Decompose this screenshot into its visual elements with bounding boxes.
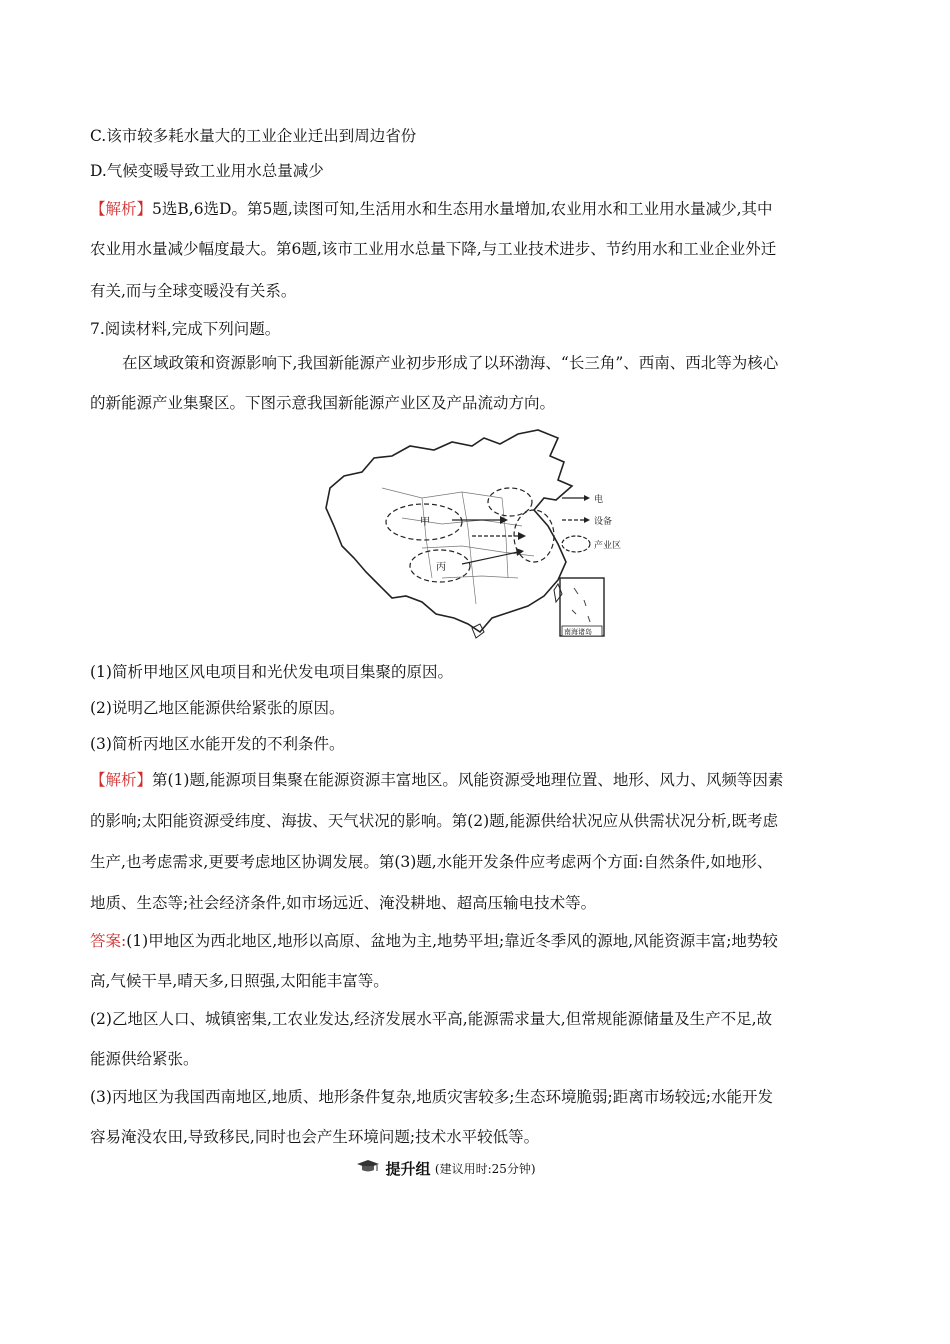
map-figure [322, 428, 632, 640]
province-boundaries [382, 488, 534, 604]
material-line-1: 在区域政策和资源影响下,我国新能源产业初步形成了以环渤海、“长三角”、西南、西北等为核心 [122, 354, 779, 372]
answer-tag: 答案: [90, 932, 127, 950]
analysis-1-text: 5选B,6选D。第5题,读图可知,生活用水和生态用水量增加,农业用水和工业用水量减少,其中 [152, 200, 773, 218]
legend-equipment-label: 设备 [594, 517, 613, 527]
analysis-2-line-1 [90, 769, 870, 791]
analysis-2-line-4: 地质、生态等;社会经济条件,如市场远近、淹没耕地、超高压输电技术等。 [90, 894, 597, 912]
china-energy-map [322, 428, 632, 640]
legend-equipment-arrow [584, 517, 590, 523]
label-jia: 甲 [420, 517, 430, 528]
answer-1-line-1 [90, 930, 870, 952]
inset-label: 南海诸岛 [564, 628, 592, 636]
analysis-2-text: 第(1)题,能源项目集聚在能源资源丰富地区。风能资源受地理位置、地形、风力、风频等因素 [152, 771, 784, 789]
section-time-note: (建议用时:25分钟) [434, 1162, 536, 1176]
answer-1-text: (1)甲地区为西北地区,地形以高原、盆地为主,地势平坦;靠近冬季风的源地,风能资源丰富;地势较 [126, 932, 778, 950]
analysis-1-line-1 [90, 198, 870, 220]
map-legend [562, 493, 621, 552]
analysis-tag: 【解析】 [90, 771, 153, 789]
analysis-2-line-2: 的影响;太阳能资源受纬度、海拔、天气状况的影响。第(2)题,能源供给状况应从供需状况分析,既考虑 [90, 812, 779, 830]
label-bing: 丙 [436, 562, 446, 573]
legend-region-symbol [562, 536, 590, 552]
china-outline [326, 430, 572, 632]
legend-electricity-arrow [584, 495, 590, 501]
section-header-advanced [355, 1158, 595, 1180]
answer-3-line-2: 容易淹没农田,导致移民,同时也会产生环境问题;技术水平较低等。 [90, 1128, 540, 1146]
sub-question-1: (1)简析甲地区风电项目和光伏发电项目集聚的原因。 [90, 663, 453, 681]
option-d: D.气候变暖导致工业用水总量减少 [90, 162, 324, 180]
material-line-2: 的新能源产业集聚区。下图示意我国新能源产业区及产品流动方向。 [90, 394, 556, 412]
analysis-tag: 【解析】 [90, 200, 153, 218]
section-title: 提升组 [385, 1160, 431, 1178]
answer-3-line-1: (3)丙地区为我国西南地区,地质、地形条件复杂,地质灾害较多;生态环境脆弱;距离市场较远;水能开发 [90, 1088, 773, 1106]
answer-1-line-2: 高,气候干旱,晴天多,日照强,太阳能丰富等。 [90, 972, 389, 990]
analysis-2-line-3: 生产,也考虑需求,更要考虑地区协调发展。第(3)题,水能开发条件应考虑两个方面:自然条件,如地形、 [90, 853, 773, 871]
region-bohai-outline [488, 488, 532, 516]
sub-question-3: (3)简析丙地区水能开发的不利条件。 [90, 735, 345, 753]
south-china-sea-inset [560, 578, 604, 636]
answer-2-line-2: 能源供给紧张。 [90, 1050, 199, 1068]
legend-region-label: 产业区 [594, 541, 622, 551]
option-c: C.该市较多耗水量大的工业企业迁出到周边省份 [90, 127, 417, 145]
question-7: 7.阅读材料,完成下列问题。 [90, 320, 281, 338]
inset-islands [572, 588, 590, 622]
legend-electricity-label: 电 [594, 495, 604, 505]
answer-2-line-1: (2)乙地区人口、城镇密集,工农业发达,经济发展水平高,能源需求量大,但常规能源储量及生产不足,故 [90, 1010, 773, 1028]
graduation-cap-icon [355, 1158, 381, 1180]
taiwan-island [554, 584, 562, 602]
analysis-1-line-3: 有关,而与全球变暖没有关系。 [90, 282, 297, 300]
analysis-1-line-2: 农业用水量减少幅度最大。第6题,该市工业用水总量下降,与工业技术进步、节约用水和工业企业外迁 [90, 240, 777, 258]
arrowhead [518, 532, 526, 540]
sub-question-2: (2)说明乙地区能源供给紧张的原因。 [90, 699, 345, 717]
